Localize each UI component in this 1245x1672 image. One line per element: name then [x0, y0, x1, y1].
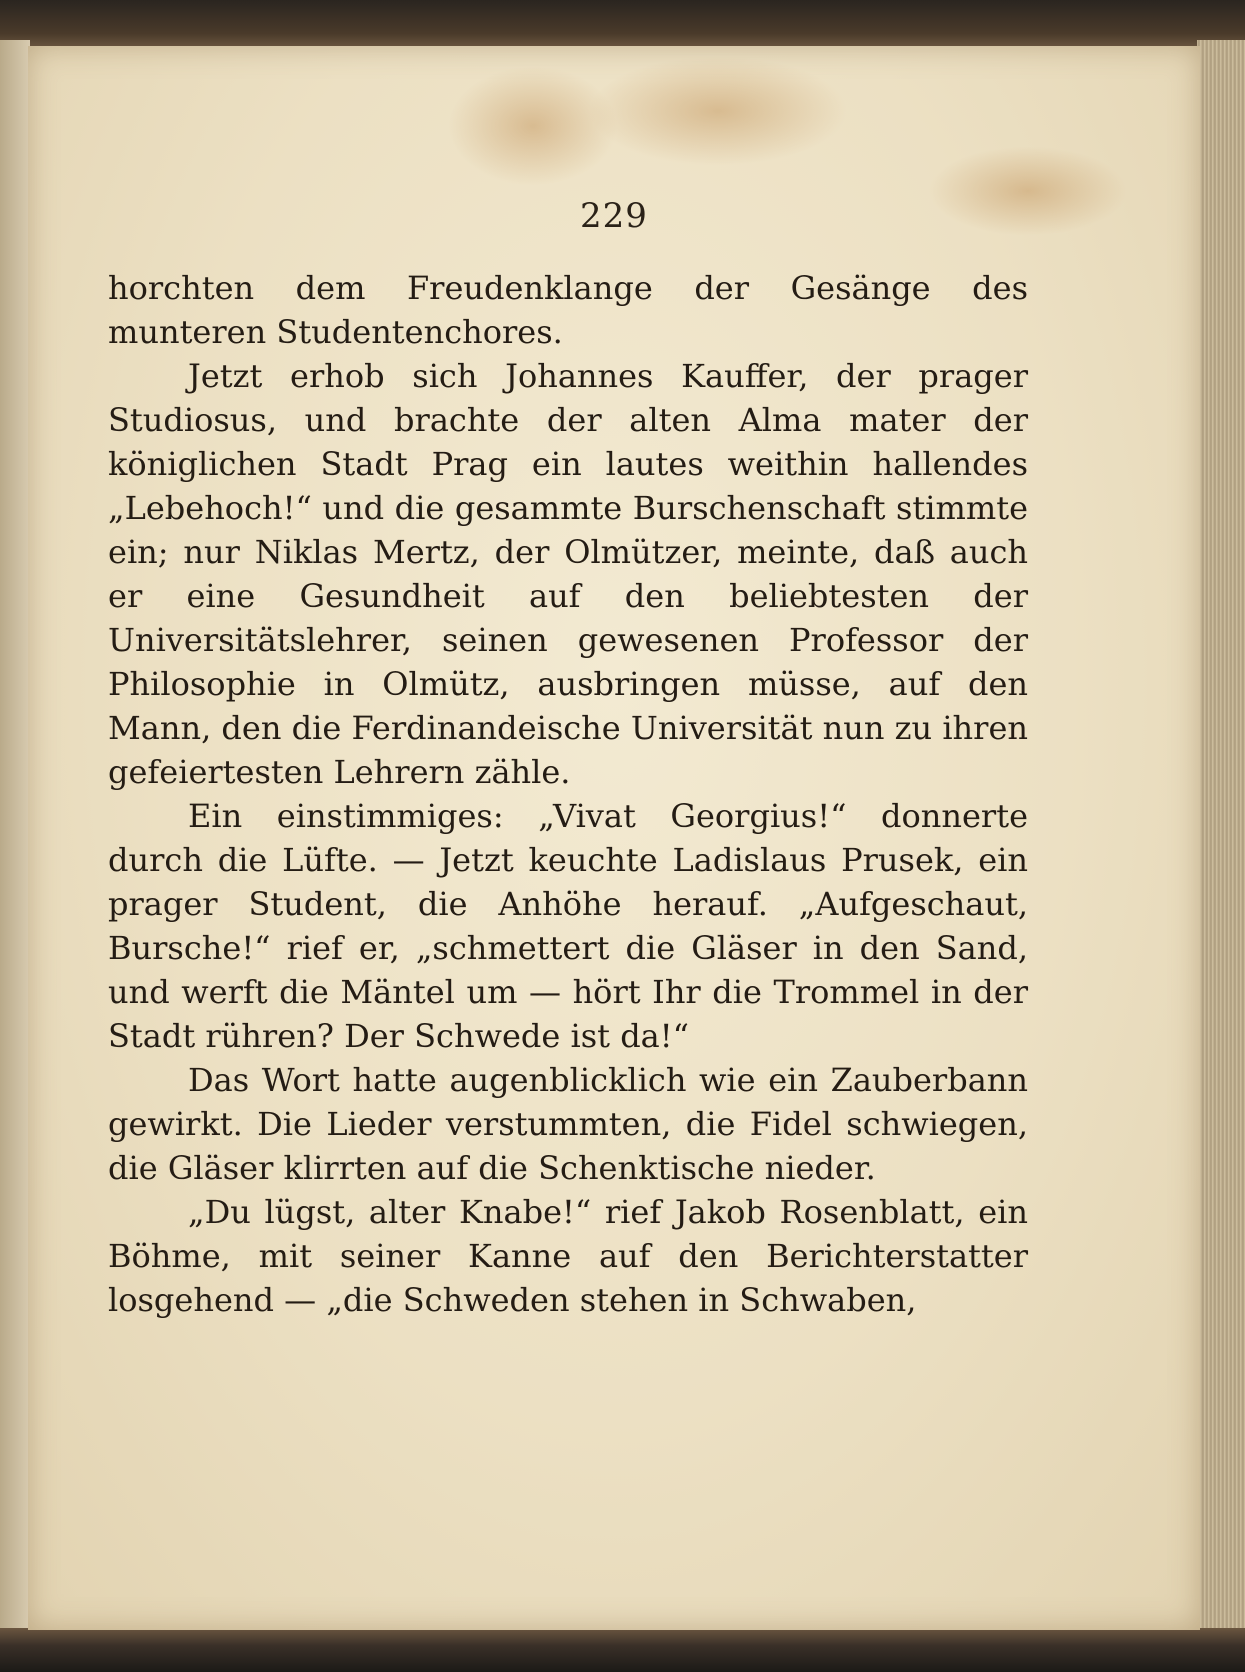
- book-page-stack-edge: [1197, 40, 1245, 1640]
- paragraph: Jetzt erhob sich Johannes Kauffer, der prager Studiosus, und brachte der alten Alma mater der königlichen Stadt Prag ein lautes weithin hallendes „Lebehoch!“ und die gesammte Burschenschaft stimmte ein; nur Niklas Mertz, der Olmützer, meinte, daß auch er eine Gesundheit auf den beliebtesten der Universitätslehrer, seinen gewesenen Professor der Philosophie in Olmütz, ausbringen müsse, auf den Mann, den die Ferdinandeische Universität nun zu ihren gefeiertesten Lehrern zähle.: [108, 357, 1028, 791]
- water-stain: [588, 56, 848, 166]
- paragraph: Das Wort hatte augenblicklich wie ein Zauberbann gewirkt. Die Lieder verstummten, die Fidel schwiegen, die Gläser klirrten auf die Schenktische nieder.: [108, 1061, 1028, 1187]
- page-sheet: [28, 46, 1200, 1630]
- body-text: [108, 266, 1028, 1322]
- book-top-edge: [0, 0, 1245, 48]
- paragraph: „Du lügst, alter Knabe!“ rief Jakob Rosenblatt, ein Böhme, mit seiner Kanne auf den Berichterstatter losgehend — „die Schweden stehen in Schwaben,: [108, 1193, 1028, 1319]
- paragraph: horchten dem Freudenklange der Gesänge des munteren Studentenchores.: [108, 269, 1028, 351]
- book-left-edge: [0, 40, 30, 1640]
- paragraph: Ein einstimmiges: „Vivat Georgius!“ donnerte durch die Lüfte. — Jetzt keuchte Ladislaus Prusek, ein prager Student, die Anhöhe herauf. „Aufgeschaut, Bursche!“ rief er, „schmettert die Gläser in den Sand, und werft die Mäntel um — hört Ihr die Trommel in der Stadt rühren? Der Schwede ist da!“: [108, 797, 1028, 1055]
- book-bottom-edge: [0, 1628, 1245, 1672]
- page-number: 229: [580, 196, 648, 236]
